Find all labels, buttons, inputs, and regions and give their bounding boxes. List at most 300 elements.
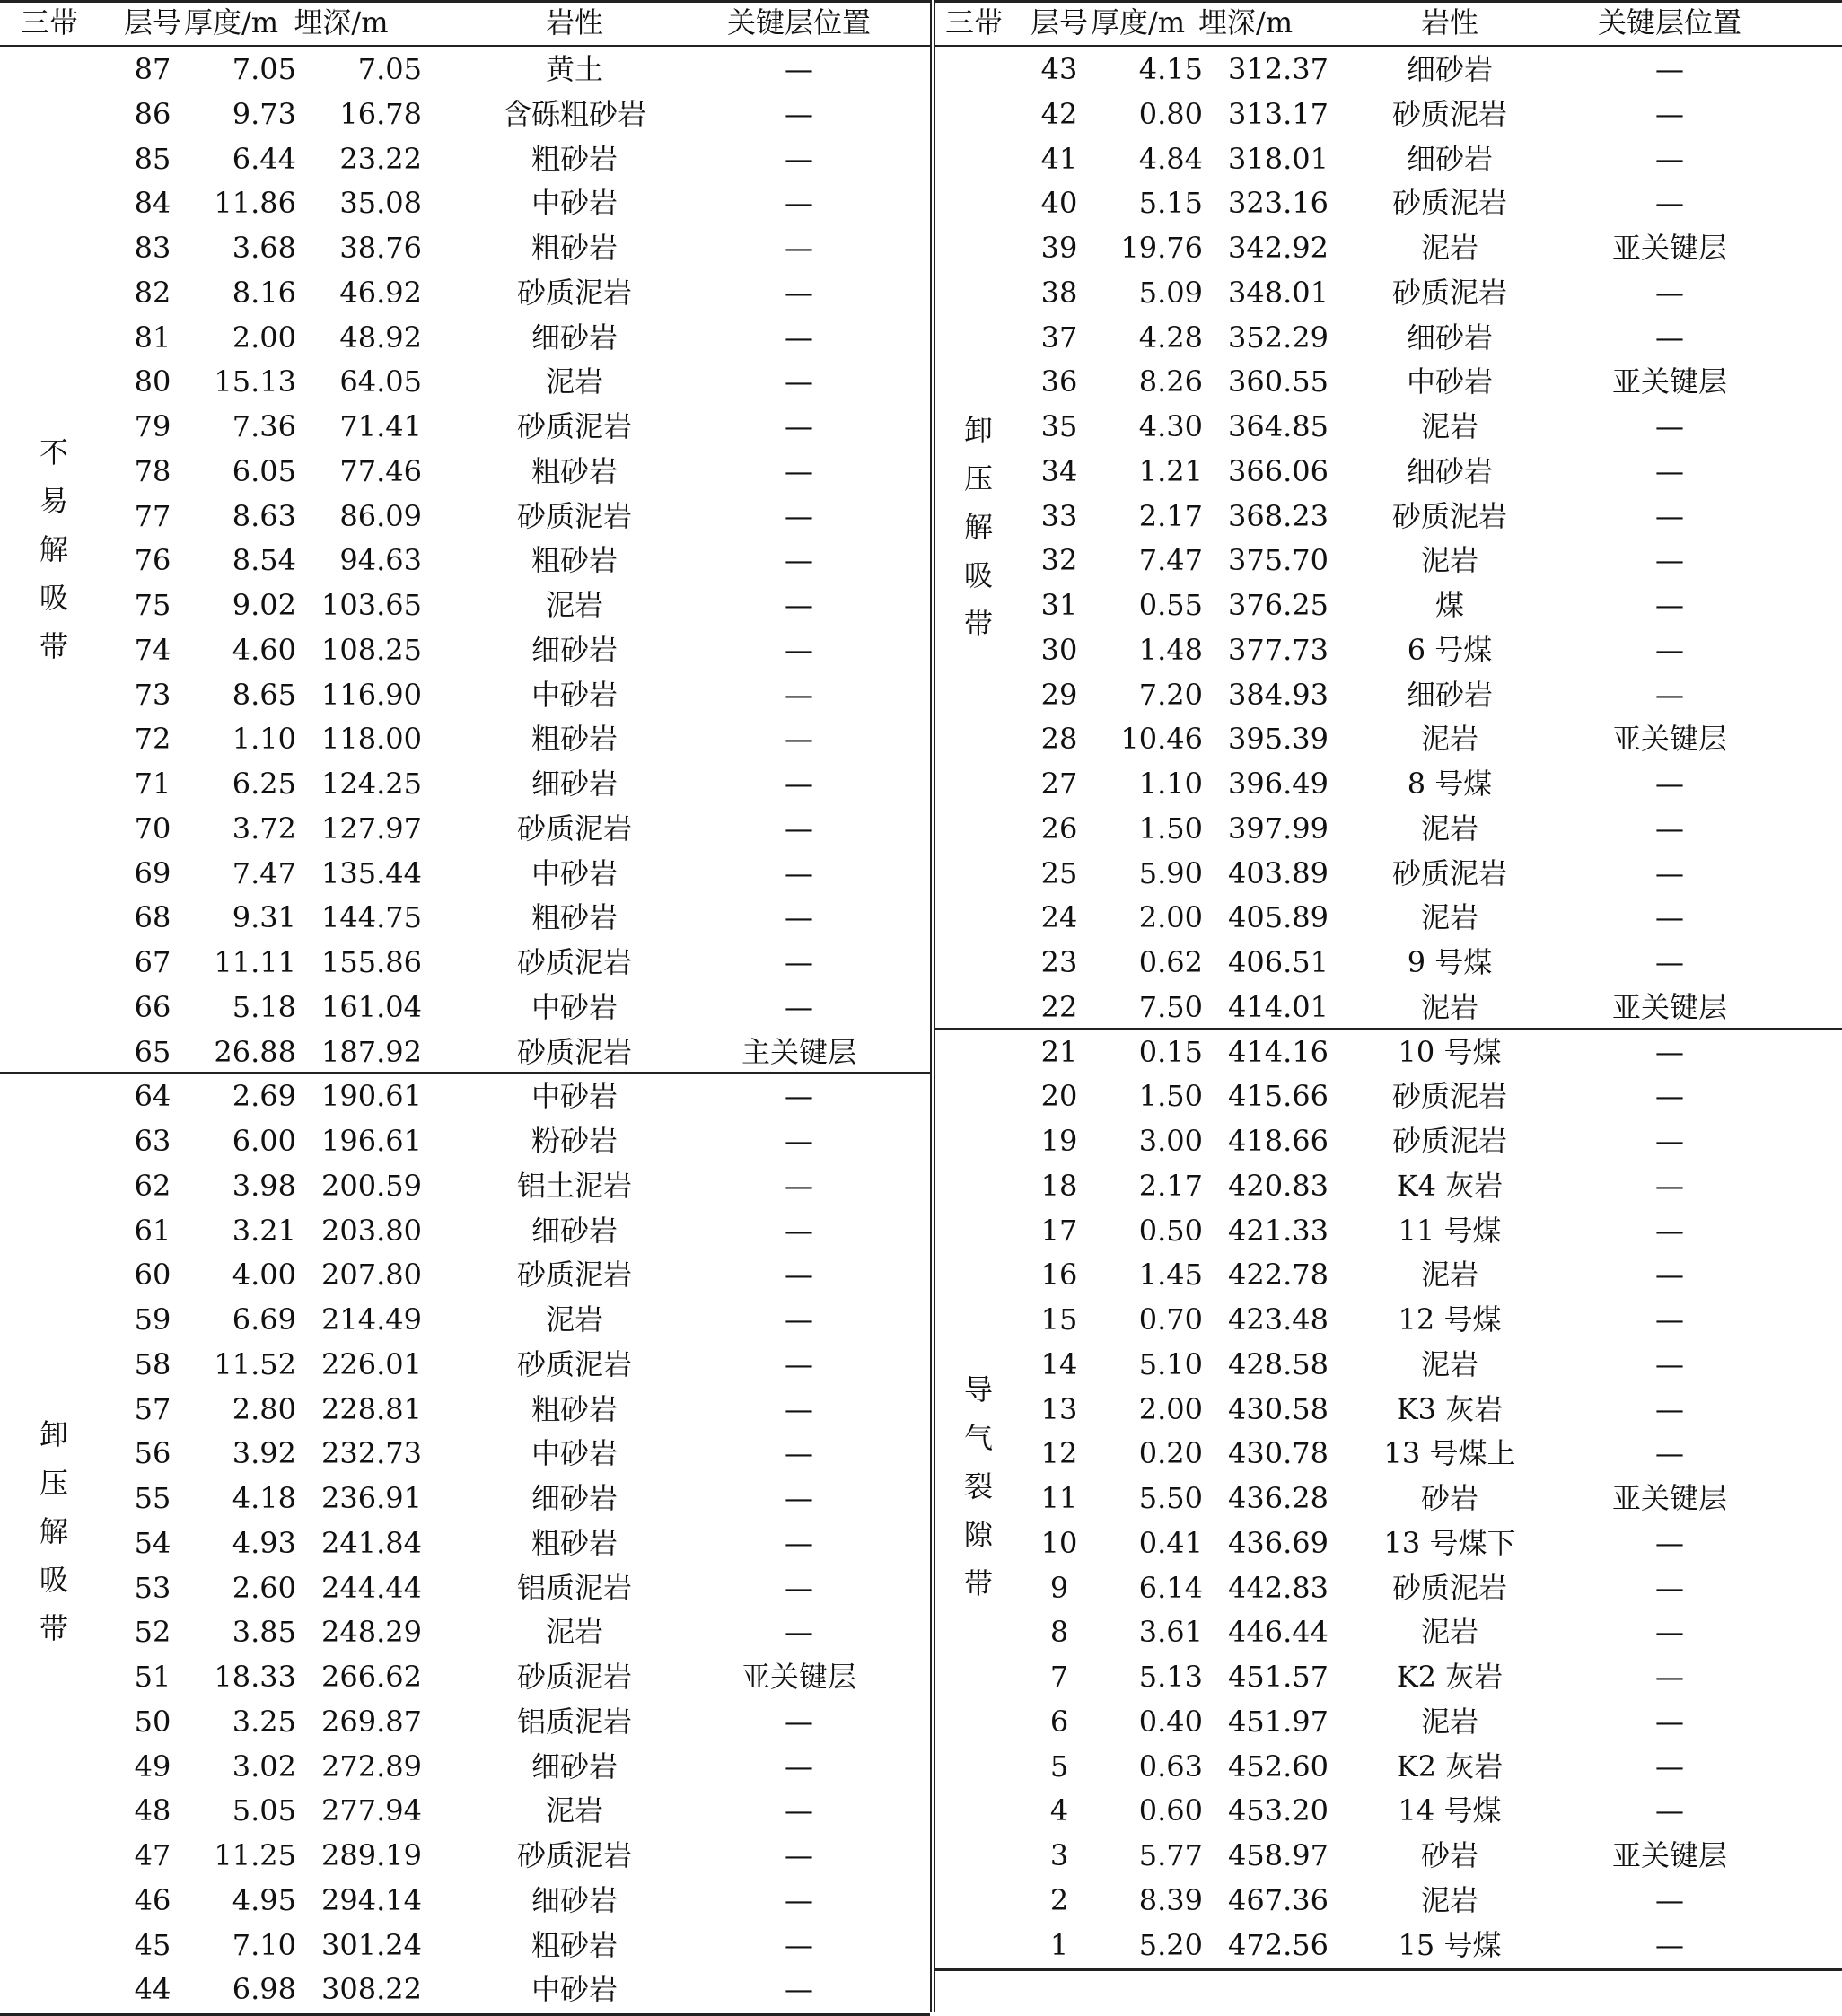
thickness-cell: 1.48	[1138, 632, 1203, 667]
lithology-cell: 中砂岩	[531, 989, 618, 1024]
thickness-cell: 6.69	[232, 1302, 296, 1337]
lithology-cell: 砂岩	[1420, 1481, 1478, 1515]
depth-cell: 269.87	[321, 1704, 422, 1739]
thickness-cell: 5.15	[1138, 186, 1203, 221]
layer-no-cell: 55	[134, 1481, 171, 1515]
depth-cell: 289.19	[321, 1838, 422, 1872]
depth-cell: 366.06	[1228, 453, 1329, 488]
layer-no-cell: 57	[134, 1391, 171, 1426]
key-layer-cell: —	[1655, 1570, 1684, 1605]
key-layer-cell: —	[785, 1749, 813, 1784]
key-layer-cell: —	[785, 543, 813, 578]
layer-no-cell: 79	[134, 409, 171, 443]
depth-cell: 323.16	[1228, 186, 1329, 221]
lithology-cell: 砂质泥岩	[1391, 1124, 1507, 1158]
layer-no-cell: 31	[1040, 588, 1078, 622]
thickness-cell: 3.85	[232, 1615, 296, 1650]
depth-cell: 364.85	[1228, 409, 1329, 443]
depth-cell: 161.04	[321, 989, 422, 1024]
lithology-cell: 铝土泥岩	[516, 1168, 632, 1203]
key-layer-cell: —	[785, 767, 813, 801]
thickness-cell: 4.93	[232, 1525, 296, 1560]
lithology-cell: 细砂岩	[531, 1481, 618, 1515]
thickness-cell: 3.72	[232, 811, 296, 846]
key-layer-cell: —	[785, 1972, 813, 2007]
thickness-cell: 11.11	[214, 945, 296, 979]
layer-no-cell: 69	[134, 855, 171, 890]
column-header: 岩性	[545, 5, 603, 39]
strata-table-right	[934, 0, 1842, 2012]
lithology-cell: 砂质泥岩	[516, 945, 632, 979]
lithology-cell: 泥岩	[1420, 1882, 1478, 1917]
column-header: 厚度/m	[1091, 5, 1186, 39]
lithology-cell: 粗砂岩	[531, 231, 618, 265]
lithology-cell: 粗砂岩	[531, 1927, 618, 1962]
key-layer-cell: —	[785, 52, 813, 86]
key-layer-cell: —	[1655, 1124, 1684, 1158]
thickness-cell: 7.36	[232, 409, 296, 443]
layer-no-cell: 28	[1040, 722, 1078, 757]
depth-cell: 375.70	[1228, 543, 1329, 578]
lithology-cell: 细砂岩	[1406, 52, 1493, 86]
key-layer-cell: —	[785, 1168, 813, 1203]
key-layer-cell: —	[1655, 855, 1684, 890]
layer-no-cell: 70	[134, 811, 171, 846]
key-layer-cell: —	[1655, 1391, 1684, 1426]
layer-no-cell: 26	[1040, 811, 1078, 846]
key-layer-cell: —	[785, 1525, 813, 1560]
layer-no-cell: 44	[134, 1972, 171, 2007]
depth-cell: 277.94	[321, 1793, 422, 1828]
lithology-cell: 含砾粗砂岩	[502, 96, 646, 131]
depth-cell: 405.89	[1228, 900, 1329, 935]
key-layer-cell: —	[1655, 1168, 1684, 1203]
thickness-cell: 5.90	[1138, 855, 1203, 890]
layer-no-cell: 64	[134, 1079, 171, 1114]
depth-cell: 135.44	[321, 855, 422, 890]
depth-cell: 414.01	[1228, 989, 1329, 1024]
depth-cell: 207.80	[321, 1258, 422, 1293]
lithology-cell: 10 号煤	[1398, 1034, 1502, 1069]
key-layer-cell: —	[1655, 1436, 1684, 1471]
lithology-cell: 细砂岩	[531, 1213, 618, 1248]
layer-no-cell: 8	[1049, 1615, 1069, 1650]
lithology-cell: 粉砂岩	[531, 1124, 618, 1158]
depth-cell: 396.49	[1228, 767, 1329, 801]
thickness-cell: 4.18	[232, 1481, 296, 1515]
layer-no-cell: 32	[1040, 543, 1078, 578]
layer-no-cell: 51	[134, 1660, 171, 1694]
thickness-cell: 2.69	[232, 1079, 296, 1114]
zone-label: 不易解吸带	[35, 436, 69, 679]
layer-no-cell: 21	[1040, 1034, 1078, 1069]
lithology-cell: 11 号煤	[1398, 1213, 1502, 1248]
lithology-cell: 中砂岩	[531, 1079, 618, 1114]
layer-no-cell: 10	[1040, 1525, 1078, 1560]
thickness-cell: 4.15	[1138, 52, 1203, 86]
depth-cell: 203.80	[321, 1213, 422, 1248]
key-layer-cell: —	[785, 900, 813, 935]
thickness-cell: 2.80	[232, 1391, 296, 1426]
lithology-cell: K4 灰岩	[1396, 1168, 1504, 1203]
key-layer-cell: —	[785, 364, 813, 399]
thickness-cell: 5.50	[1138, 1481, 1203, 1515]
depth-cell: 414.16	[1228, 1034, 1329, 1069]
layer-no-cell: 1	[1049, 1927, 1069, 1962]
lithology-cell: 中砂岩	[531, 855, 618, 890]
depth-cell: 266.62	[321, 1660, 422, 1694]
key-layer-cell: —	[1655, 498, 1684, 533]
thickness-cell: 8.65	[232, 677, 296, 712]
key-layer-cell: —	[1655, 767, 1684, 801]
lithology-cell: 砂质泥岩	[516, 1034, 632, 1069]
thickness-cell: 5.10	[1138, 1346, 1203, 1381]
layer-no-cell: 7	[1049, 1660, 1069, 1694]
lithology-cell: 泥岩	[545, 364, 603, 399]
key-layer-cell: —	[785, 453, 813, 488]
key-layer-cell: —	[1655, 677, 1684, 712]
layer-no-cell: 19	[1040, 1124, 1078, 1158]
key-layer-cell: —	[785, 1346, 813, 1381]
thickness-cell: 9.02	[232, 588, 296, 622]
zone-label: 导气裂隙带	[960, 1374, 994, 1617]
key-layer-cell: —	[785, 677, 813, 712]
depth-cell: 415.66	[1228, 1079, 1329, 1114]
key-layer-cell: —	[1655, 588, 1684, 622]
depth-cell: 187.92	[321, 1034, 422, 1069]
layer-no-cell: 67	[134, 945, 171, 979]
thickness-cell: 1.50	[1138, 1079, 1203, 1114]
thickness-cell: 0.62	[1138, 945, 1203, 979]
thickness-cell: 8.63	[232, 498, 296, 533]
depth-cell: 406.51	[1228, 945, 1329, 979]
depth-cell: 23.22	[339, 141, 422, 176]
thickness-cell: 15.13	[214, 364, 296, 399]
layer-no-cell: 3	[1049, 1838, 1069, 1872]
lithology-cell: 中砂岩	[531, 186, 618, 221]
key-layer-cell: —	[1655, 1704, 1684, 1739]
layer-no-cell: 48	[134, 1793, 171, 1828]
layer-no-cell: 87	[134, 52, 171, 86]
key-layer-cell: —	[1655, 186, 1684, 221]
layer-no-cell: 76	[134, 543, 171, 578]
column-header: 关键层位置	[1597, 5, 1741, 39]
lithology-cell: 泥岩	[545, 1302, 603, 1337]
column-header: 岩性	[1420, 5, 1478, 39]
lithology-cell: 砂质泥岩	[1391, 96, 1507, 131]
depth-cell: 77.46	[339, 453, 422, 488]
lithology-cell: 泥岩	[1420, 543, 1478, 578]
lithology-cell: 砂质泥岩	[516, 1346, 632, 1381]
depth-cell: 190.61	[321, 1079, 422, 1114]
thickness-cell: 5.05	[232, 1793, 296, 1828]
thickness-cell: 4.84	[1138, 141, 1203, 176]
thickness-cell: 2.17	[1138, 1168, 1203, 1203]
key-layer-cell: 主关键层	[741, 1034, 856, 1069]
thickness-cell: 6.00	[232, 1124, 296, 1158]
thickness-cell: 1.50	[1138, 811, 1203, 846]
thickness-cell: 4.30	[1138, 409, 1203, 443]
depth-cell: 436.28	[1228, 1481, 1329, 1515]
layer-no-cell: 82	[134, 275, 171, 310]
depth-cell: 48.92	[339, 320, 422, 355]
lithology-cell: 煤	[1434, 588, 1464, 622]
lithology-cell: 粗砂岩	[531, 141, 618, 176]
lithology-cell: K2 灰岩	[1396, 1749, 1504, 1784]
thickness-cell: 11.25	[214, 1838, 296, 1872]
layer-no-cell: 18	[1040, 1168, 1078, 1203]
key-layer-cell: —	[1655, 632, 1684, 667]
lithology-cell: 铝质泥岩	[516, 1570, 632, 1605]
layer-no-cell: 39	[1040, 231, 1078, 265]
lithology-cell: 细砂岩	[531, 767, 618, 801]
zone-divider-rule	[934, 1028, 1842, 1030]
thickness-cell: 8.16	[232, 275, 296, 310]
layer-no-cell: 23	[1040, 945, 1078, 979]
layer-no-cell: 80	[134, 364, 171, 399]
depth-cell: 38.76	[339, 231, 422, 265]
zone-label: 卸压解吸带	[960, 414, 994, 657]
depth-cell: 423.48	[1228, 1302, 1329, 1337]
depth-cell: 116.90	[321, 677, 422, 712]
depth-cell: 71.41	[339, 409, 422, 443]
key-layer-cell: —	[1655, 1615, 1684, 1650]
thickness-cell: 3.68	[232, 231, 296, 265]
depth-cell: 16.78	[339, 96, 422, 131]
lithology-cell: 粗砂岩	[531, 722, 618, 757]
lithology-cell: 粗砂岩	[531, 543, 618, 578]
lithology-cell: 12 号煤	[1398, 1302, 1502, 1337]
lithology-cell: 泥岩	[1420, 231, 1478, 265]
thickness-cell: 3.92	[232, 1436, 296, 1471]
depth-cell: 360.55	[1228, 364, 1329, 399]
depth-cell: 352.29	[1228, 320, 1329, 355]
layer-no-cell: 62	[134, 1168, 171, 1203]
layer-no-cell: 14	[1040, 1346, 1078, 1381]
lithology-cell: 15 号煤	[1398, 1927, 1502, 1962]
layer-no-cell: 59	[134, 1302, 171, 1337]
key-layer-cell: —	[785, 1391, 813, 1426]
key-layer-cell: —	[1655, 543, 1684, 578]
depth-cell: 446.44	[1228, 1615, 1329, 1650]
depth-cell: 342.92	[1228, 231, 1329, 265]
thickness-cell: 3.00	[1138, 1124, 1203, 1158]
depth-cell: 318.01	[1228, 141, 1329, 176]
depth-cell: 118.00	[321, 722, 422, 757]
layer-no-cell: 15	[1040, 1302, 1078, 1337]
thickness-cell: 10.46	[1120, 722, 1203, 757]
depth-cell: 196.61	[321, 1124, 422, 1158]
thickness-cell: 3.25	[232, 1704, 296, 1739]
layer-no-cell: 53	[134, 1570, 171, 1605]
depth-cell: 200.59	[321, 1168, 422, 1203]
key-layer-cell: —	[785, 141, 813, 176]
key-layer-cell: —	[1655, 1346, 1684, 1381]
lithology-cell: 8 号煤	[1407, 767, 1493, 801]
layer-no-cell: 63	[134, 1124, 171, 1158]
depth-cell: 86.09	[339, 498, 422, 533]
thickness-cell: 11.86	[214, 186, 296, 221]
layer-no-cell: 11	[1040, 1481, 1078, 1515]
thickness-cell: 0.15	[1138, 1034, 1203, 1069]
lithology-cell: 砂岩	[1420, 1838, 1478, 1872]
lithology-cell: 砂质泥岩	[516, 1838, 632, 1872]
layer-no-cell: 60	[134, 1258, 171, 1293]
depth-cell: 472.56	[1228, 1927, 1329, 1962]
thickness-cell: 5.13	[1138, 1660, 1203, 1694]
key-layer-cell: —	[785, 1436, 813, 1471]
key-layer-cell: —	[785, 945, 813, 979]
thickness-cell: 4.28	[1138, 320, 1203, 355]
thickness-cell: 8.39	[1138, 1882, 1203, 1917]
layer-no-cell: 68	[134, 900, 171, 935]
thickness-cell: 7.47	[232, 855, 296, 890]
depth-cell: 232.73	[321, 1436, 422, 1471]
depth-cell: 127.97	[321, 811, 422, 846]
thickness-cell: 1.10	[232, 722, 296, 757]
depth-cell: 144.75	[321, 900, 422, 935]
layer-no-cell: 16	[1040, 1258, 1078, 1293]
layer-no-cell: 49	[134, 1749, 171, 1784]
depth-cell: 155.86	[321, 945, 422, 979]
layer-no-cell: 78	[134, 453, 171, 488]
key-layer-cell: —	[785, 1481, 813, 1515]
depth-cell: 421.33	[1228, 1213, 1329, 1248]
column-header: 层号	[1030, 5, 1088, 39]
layer-no-cell: 17	[1040, 1213, 1078, 1248]
key-layer-cell: —	[785, 632, 813, 667]
layer-no-cell: 46	[134, 1882, 171, 1917]
depth-cell: 384.93	[1228, 677, 1329, 712]
key-layer-cell: —	[1655, 811, 1684, 846]
thickness-cell: 5.09	[1138, 275, 1203, 310]
key-layer-cell: —	[1655, 453, 1684, 488]
column-header: 三带	[20, 5, 78, 39]
layer-no-cell: 50	[134, 1704, 171, 1739]
zone-divider-rule	[0, 1072, 930, 1074]
column-header: 埋深/m	[294, 5, 389, 39]
thickness-cell: 3.61	[1138, 1615, 1203, 1650]
lithology-cell: K3 灰岩	[1396, 1391, 1504, 1426]
column-divider	[930, 0, 932, 2012]
layer-no-cell: 25	[1040, 855, 1078, 890]
layer-no-cell: 38	[1040, 275, 1078, 310]
layer-no-cell: 47	[134, 1838, 171, 1872]
layer-no-cell: 41	[1040, 141, 1078, 176]
layer-no-cell: 27	[1040, 767, 1078, 801]
lithology-cell: 中砂岩	[531, 1436, 618, 1471]
column-header: 埋深/m	[1198, 5, 1294, 39]
depth-cell: 35.08	[339, 186, 422, 221]
thickness-cell: 3.21	[232, 1213, 296, 1248]
thickness-cell: 2.00	[1138, 900, 1203, 935]
depth-cell: 376.25	[1228, 588, 1329, 622]
depth-cell: 428.58	[1228, 1346, 1329, 1381]
thickness-cell: 8.26	[1138, 364, 1203, 399]
key-layer-cell: —	[1655, 409, 1684, 443]
key-layer-cell: —	[1655, 1793, 1684, 1828]
lithology-cell: 泥岩	[1420, 811, 1478, 846]
thickness-cell: 0.40	[1138, 1704, 1203, 1739]
key-layer-cell: —	[785, 1704, 813, 1739]
key-layer-cell: —	[1655, 141, 1684, 176]
layer-no-cell: 13	[1040, 1391, 1078, 1426]
lithology-cell: 泥岩	[1420, 989, 1478, 1024]
key-layer-cell: —	[785, 409, 813, 443]
lithology-cell: 砂质泥岩	[516, 811, 632, 846]
key-layer-cell: 亚关键层	[1611, 989, 1727, 1024]
thickness-cell: 4.60	[232, 632, 296, 667]
thickness-cell: 0.50	[1138, 1213, 1203, 1248]
depth-cell: 377.73	[1228, 632, 1329, 667]
lithology-cell: 细砂岩	[531, 320, 618, 355]
thickness-cell: 6.05	[232, 453, 296, 488]
lithology-cell: 13 号煤下	[1383, 1525, 1516, 1560]
key-layer-cell: —	[785, 1079, 813, 1114]
thickness-cell: 2.00	[1138, 1391, 1203, 1426]
key-layer-cell: —	[1655, 1525, 1684, 1560]
lithology-cell: 细砂岩	[531, 1882, 618, 1917]
lithology-cell: K2 灰岩	[1396, 1660, 1504, 1694]
thickness-cell: 0.60	[1138, 1793, 1203, 1828]
lithology-cell: 砂质泥岩	[516, 1258, 632, 1293]
layer-no-cell: 86	[134, 96, 171, 131]
thickness-cell: 0.55	[1138, 588, 1203, 622]
thickness-cell: 3.98	[232, 1168, 296, 1203]
thickness-cell: 4.95	[232, 1882, 296, 1917]
thickness-cell: 6.98	[232, 1972, 296, 2007]
layer-no-cell: 61	[134, 1213, 171, 1248]
thickness-cell: 7.50	[1138, 989, 1203, 1024]
key-layer-cell: —	[1655, 1079, 1684, 1114]
column-header: 层号	[123, 5, 181, 39]
key-layer-cell: —	[785, 1258, 813, 1293]
thickness-cell: 7.47	[1138, 543, 1203, 578]
layer-no-cell: 22	[1040, 989, 1078, 1024]
thickness-cell: 1.21	[1138, 453, 1203, 488]
layer-no-cell: 37	[1040, 320, 1078, 355]
depth-cell: 458.97	[1228, 1838, 1329, 1872]
thickness-cell: 2.00	[232, 320, 296, 355]
layer-no-cell: 52	[134, 1615, 171, 1650]
layer-no-cell: 42	[1040, 96, 1078, 131]
key-layer-cell: —	[1655, 1034, 1684, 1069]
key-layer-cell: —	[785, 1793, 813, 1828]
depth-cell: 397.99	[1228, 811, 1329, 846]
column-header: 厚度/m	[184, 5, 279, 39]
depth-cell: 103.65	[321, 588, 422, 622]
lithology-cell: 砂质泥岩	[1391, 1079, 1507, 1114]
depth-cell: 403.89	[1228, 855, 1329, 890]
thickness-cell: 2.60	[232, 1570, 296, 1605]
thickness-cell: 0.80	[1138, 96, 1203, 131]
layer-no-cell: 74	[134, 632, 171, 667]
key-layer-cell: —	[1655, 1213, 1684, 1248]
depth-cell: 467.36	[1228, 1882, 1329, 1917]
depth-cell: 64.05	[339, 364, 422, 399]
depth-cell: 442.83	[1228, 1570, 1329, 1605]
key-layer-cell: —	[785, 320, 813, 355]
lithology-cell: 泥岩	[1420, 722, 1478, 757]
lithology-cell: 13 号煤上	[1383, 1436, 1516, 1471]
depth-cell: 124.25	[321, 767, 422, 801]
key-layer-cell: —	[1655, 945, 1684, 979]
key-layer-cell: —	[785, 275, 813, 310]
depth-cell: 236.91	[321, 1481, 422, 1515]
depth-cell: 294.14	[321, 1882, 422, 1917]
key-layer-cell: —	[1655, 275, 1684, 310]
lithology-cell: 粗砂岩	[531, 1525, 618, 1560]
